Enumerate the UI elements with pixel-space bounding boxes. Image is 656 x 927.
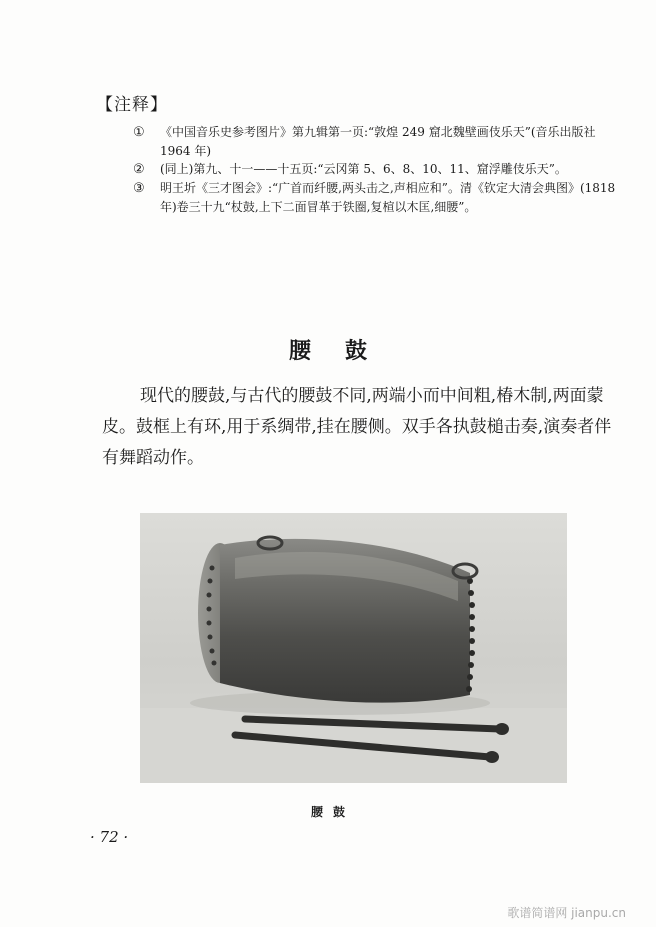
note-text: (同上)第九、十一——十五页:“云冈第 5、6、8、10、11、窟浮雕伎乐天”。 bbox=[160, 162, 567, 176]
page-number: · 72 · bbox=[90, 828, 129, 846]
figure-caption: 腰鼓 bbox=[310, 805, 355, 819]
body-paragraph: 现代的腰鼓,与古代的腰鼓不同,两端小而中间粗,椿木制,两面蒙皮。鼓框上有环,用于系绸带,挂在腰侧。双手各执鼓槌击奏,演奏者伴有舞蹈动作。 bbox=[102, 386, 612, 468]
site-watermark: 歌谱简谱网 jianpu.cn bbox=[507, 906, 626, 920]
note-text: 明王圻《三才图会》:“广首而纤腰,两头击之,声相应和”。清《钦定大清会典图》(1818 年)卷三十九“杖鼓,上下二面冒革于铁圈,复楦以木匡,细腰”。 bbox=[160, 181, 616, 214]
note-marker: ② bbox=[133, 162, 145, 177]
notes-heading: 【注释】 bbox=[96, 95, 168, 115]
waist-drum-photo bbox=[140, 513, 567, 783]
note-marker: ① bbox=[133, 125, 145, 140]
drum-illustration bbox=[140, 513, 567, 783]
note-marker: ③ bbox=[133, 181, 145, 196]
section-title: 腰鼓 bbox=[288, 339, 401, 364]
note-text: 《中国音乐史参考图片》第九辑第一页:“敦煌 249 窟北魏壁画伎乐天”(音乐出版社 1964 年) bbox=[160, 125, 596, 158]
